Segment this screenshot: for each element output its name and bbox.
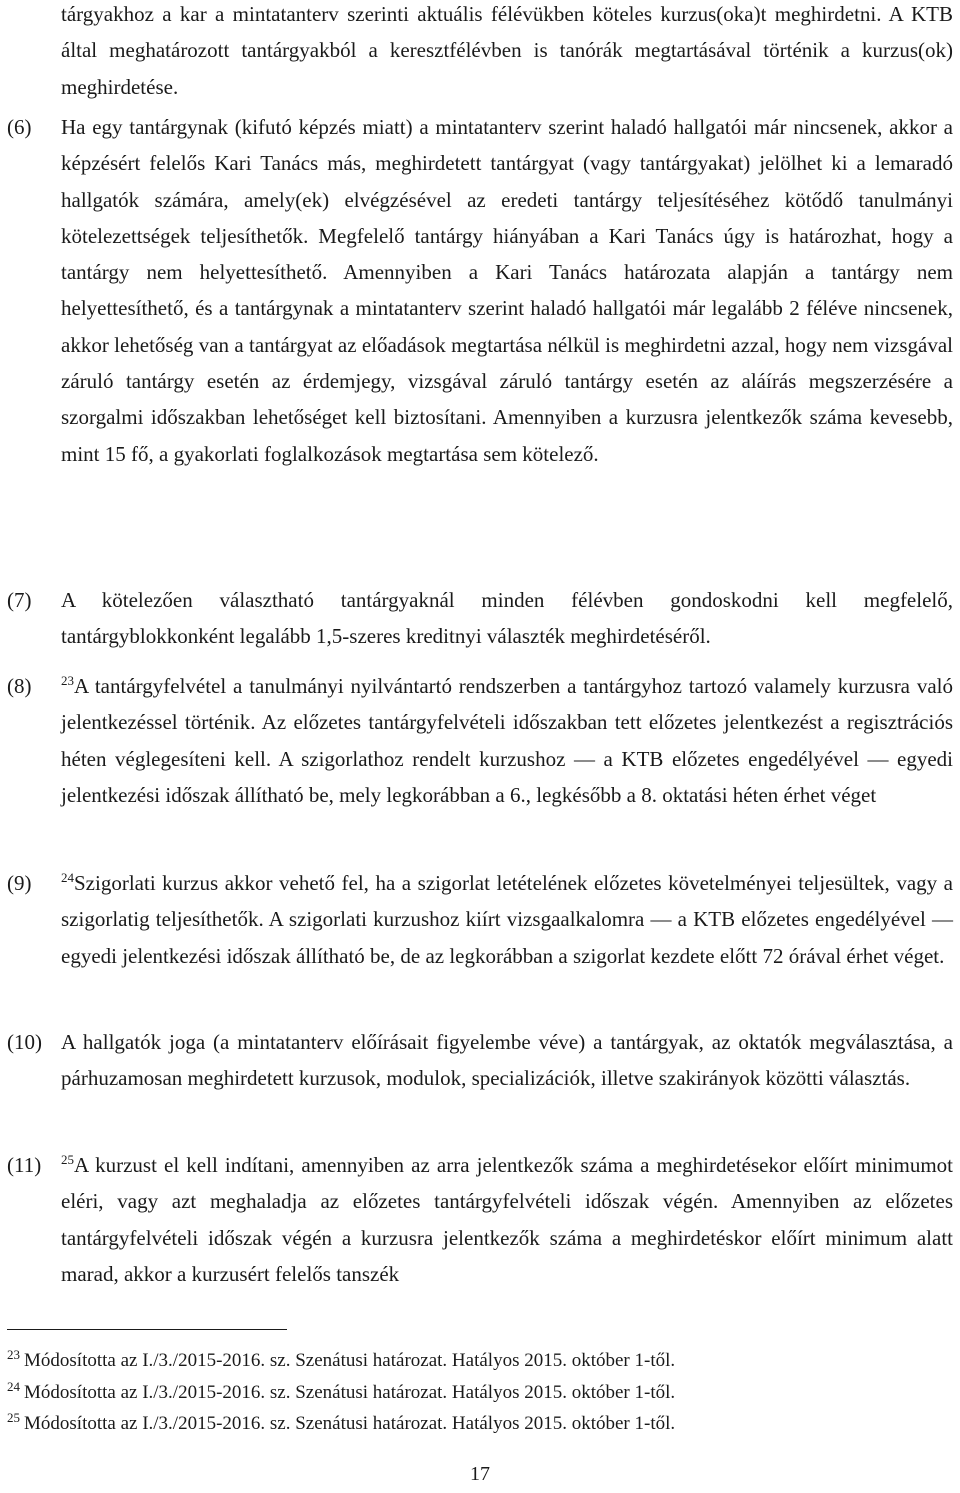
paragraph-body bbox=[61, 1147, 953, 1292]
footnote-reference[interactable]: 23 bbox=[61, 673, 74, 688]
footnote-reference[interactable]: 25 bbox=[61, 1152, 74, 1167]
footnotes bbox=[7, 1345, 937, 1440]
paragraph-10 bbox=[0, 1024, 956, 1097]
paragraph-number: (11) bbox=[7, 1153, 42, 1177]
footnote-text: Módosította az I./3./2015-2016. sz. Szenátusi határozat. Hatályos 2015. október 1-től. bbox=[24, 1350, 676, 1371]
paragraph-body bbox=[61, 865, 953, 974]
paragraph-number: (9) bbox=[7, 871, 32, 895]
paragraph-6 bbox=[0, 109, 956, 472]
paragraph-number: (7) bbox=[7, 588, 32, 612]
paragraph-number: (6) bbox=[7, 115, 32, 139]
paragraph-text: Ha egy tantárgynak (kifutó képzés miatt) a mintatanterv szerint haladó hallgatói már nincsenek, akkor a képzésért felelős Kari Tanács más, meghirdetett tantárgyat (vagy tantárgyakat) jelölhet ki a lemaradó hallgatók számára, amely(ek) elvégzésével az eredeti tantárgy teljesítéséhez kötődő tanulmányi kötelezettségek teljesíthetők. Megfelelő tantárgy hiányában a Kari Tanács úgy is határozhat, hogy a tantárgy nem helyettesíthető. Amennyiben a Kari Tanács határozata alapján a tantárgy nem helyettesíthető, és a tantárgynak a mintatanterv szerint haladó hallgatói már legalább 2 féléve nincsenek, akkor lehetőség van a tantárgyat az előadások megtartása nélkül is meghirdetni azzal, hogy nem vizsgával záruló tantárgy esetén az érdemjegy, vizsgával záruló tantárgy esetén az aláírás megszerzésére a szorgalmi időszakban lehetőséget kell biztosítani. Amennyiben a kurzusra jelentkezők száma kevesebb, mint 15 fő, a gyakorlati foglalkozások megtartása sem kötelező. bbox=[61, 115, 953, 466]
footnote-number: 24 bbox=[7, 1378, 20, 1394]
paragraph-9 bbox=[0, 865, 956, 974]
intro-paragraph: tárgyakhoz a kar a mintatanterv szerinti aktuális félévükben köteles kurzus(oka)t meghirdetni. A KTB által meghatározott tantárgyakból a keresztfélévben is tanórák megtartásával történik a kurzus(ok) meghirdetése. bbox=[61, 2, 953, 99]
paragraph-11 bbox=[0, 1147, 956, 1292]
paragraph-8 bbox=[0, 668, 956, 813]
footnote-text: Módosította az I./3./2015-2016. sz. Szenátusi határozat. Hatályos 2015. október 1-től. bbox=[24, 1413, 676, 1434]
paragraph-number: (10) bbox=[7, 1030, 42, 1054]
paragraph-body bbox=[61, 668, 953, 813]
footnote-number: 25 bbox=[7, 1410, 20, 1425]
paragraph-text: Szigorlati kurzus akkor vehető fel, ha a szigorlat letételének előzetes követelményei teljesültek, vagy a szigorlatig teljesíthetők. A szigorlati kurzushoz kiírt vizsgaalkalomra — a KTB előzetes engedélyével — egyedi jelentkezési időszak állítható be, de az legkorábban a szigorlat kezdete előtt 72 órával érhet véget. bbox=[61, 871, 953, 968]
paragraph-text: A tantárgyfelvétel a tanulmányi nyilvántartó rendszerben a tantárgyhoz tartozó valamely kurzusra való jelentkezéssel történik. Az előzetes tantárgyfelvételi időszakban tett előzetes jelentkezést a regisztrációs héten véglegesíteni kell. A szigorlathoz rendelt kurzushoz — a KTB előzetes engedélyével — egyedi jelentkezési időszak állítható be, mely legkorábban a 6., legkésőbb a 8. oktatási héten érhet véget bbox=[61, 674, 953, 807]
footnote-text: Módosította az I./3./2015-2016. sz. Szenátusi határozat. Hatályos 2015. október 1-től. bbox=[24, 1381, 676, 1403]
footnote bbox=[7, 1345, 937, 1377]
footnote bbox=[7, 1377, 937, 1409]
paragraph-7 bbox=[0, 582, 956, 655]
paragraph-number: (8) bbox=[7, 674, 32, 698]
paragraph-text: A kötelezően választható tantárgyaknál minden félévben gondoskodni kell megfelelő, tantárgyblokkonként legalább 1,5-szeres kreditnyi választék meghirdetéséről. bbox=[61, 588, 953, 649]
footnote-reference[interactable]: 24 bbox=[61, 870, 74, 885]
footnote-number: 23 bbox=[7, 1347, 20, 1362]
paragraph-text: A hallgatók joga (a mintatanterv előírásait figyelembe véve) a tantárgyak, az oktatók megválasztása, a párhuzamosan meghirdetett kurzusok, modulok, specializációk, illetve szakirányok közötti választás. bbox=[61, 1030, 953, 1091]
footnote bbox=[7, 1408, 937, 1440]
page-number: 17 bbox=[470, 1463, 490, 1485]
footnote-separator bbox=[7, 1329, 287, 1330]
paragraph-text: A kurzust el kell indítani, amennyiben az arra jelentkezők száma a meghirdetésekor előírt minimumot eléri, vagy azt meghaladja az előzetes tantárgyfelvételi időszak végén. Amennyiben az előzetes tantárgyfelvételi időszak végén a kurzusra jelentkezők száma a meghirdetéskor előírt minimum alatt marad, akkor a kurzusért felelős tanszék bbox=[61, 1153, 953, 1286]
